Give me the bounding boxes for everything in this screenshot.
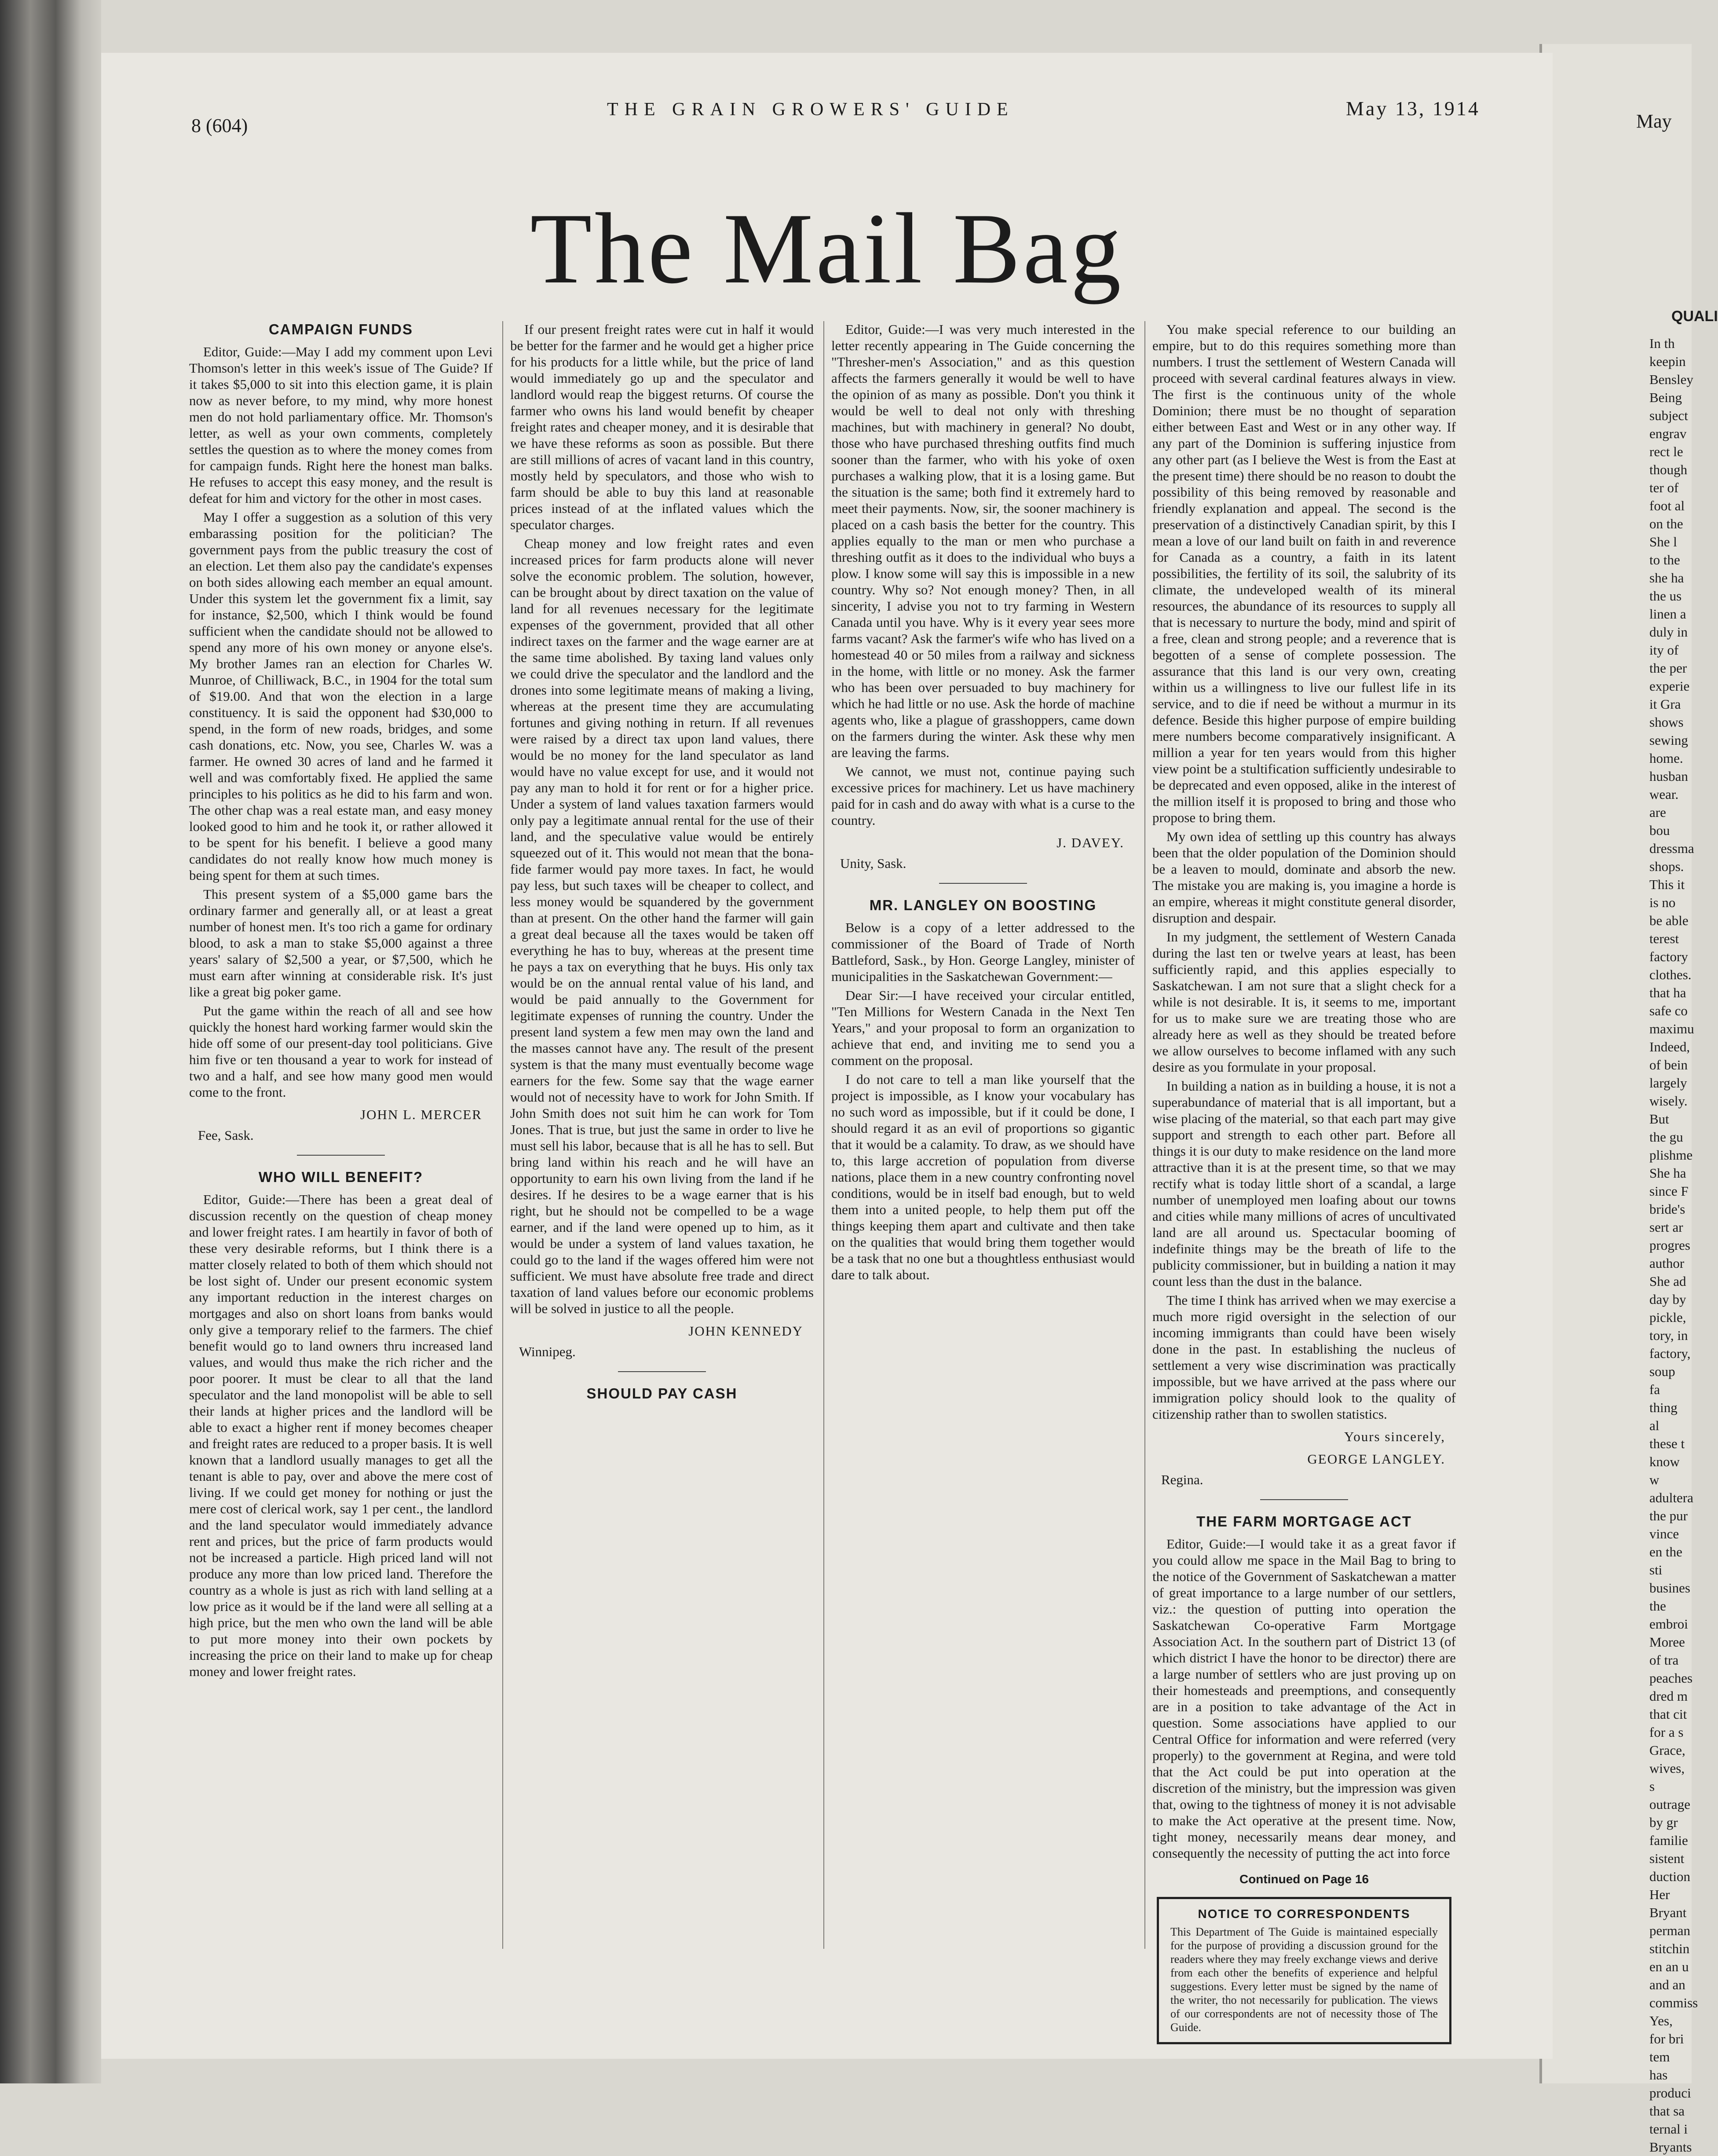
page-number: 8 (604)	[191, 115, 248, 136]
letter-place: Fee, Sask.	[198, 1127, 254, 1143]
letter-paragraph: Editor, Guide:—There has been a great deal of discussion recently on the question of cheap money and lower freight rates. I am heartily in favor of both of these very desirable reforms, but I think there is a matter closely related to both of them which should not be lost sight of. Under our present economic system any important reduction in the interest charges on mortgages and also on short loans from banks would only give a temporary relief to the farmers. The chief benefit would go to land owners thru increased land values, and would thus make the rich richer and the poor poorer. It must be clear to all that the land speculator and the land monopolist will be able to sell their lands at higher prices and the landlord will be able to exact a higher rent if money becomes cheaper and freight rates are reduced to a proper basis. It is well known that a landlord usually manages to get all the tenant is able to pay, over and above the mere cost of living. If we could get money for nothing or just the mere cost of clerical work, say 1 per cent., the landlord and the land speculator would immediately advance rent and prices, but the price of farm products would not be increased a particle. High priced land will not produce any more than low priced land. Therefore the country as a whole is just as rich with land selling at a low price as it would be if the land were all selling at a high price, but the men who own the land will be able to put more money into their own pockets by increasing the price on their land to make up for cheap money and lower freight rates.	[189, 1192, 493, 1679]
notice-text: This Department of The Guide is maintained especially for the purpose of providing a discussion ground for the readers where they may freely exchange views and derive from each other the benefits of experience and helpful suggestions. Every letter must be signed by the name of the writer, tho not necessarily for publication. The views of our correspondents are not of necessity those of The Guide.	[1170, 1925, 1438, 2034]
column-2	[510, 321, 814, 1408]
newspaper-page	[101, 53, 1553, 2059]
adjacent-page-heading: QUALI	[1671, 308, 1718, 325]
divider	[297, 1155, 385, 1156]
letter-paragraph: Editor, Guide:—I would take it as a great favor if you could allow me space in the Mail Bag to bring to the notice of the Government of Saskatchewan a matter of great importance to a large number of our settlers, viz.: the question of putting into operation the Saskatchewan Co-operative Farm Mortgage Association Act. In the southern part of District 13 (of which district I have the honor to be director) there are a large number of settlers who are just proving up on their homesteads and preemptions, and consequently are in a position to take advantage of the Act in question. Some associations have applied to our Central Office for information and were referred (very properly) to the government at Regina, and were told that the Act could be put into operation at the discretion of the ministry, but the impression was given that, owing to the tightness of money it is not advisable to make the Act operative at the present time. Now, tight money, necessarily means dear money, and consequently the necessity of putting the act into force	[1152, 1536, 1456, 1861]
letter-place: Unity, Sask.	[840, 856, 907, 871]
letter-paragraph: I do not care to tell a man like yourself that the project is impossible, as I know your vocabulary has no such word as impossible, but if it could be done, I should regard it as an evil of proportions so gigantic that it would be a calamity. To draw, as we should have to, this large accretion of population from diverse nations, place them in a new country confronting novel conditions, would be in itself bad enough, but to weld them into a united people, to help them put off the things keeping them apart and cultivate and then take on the qualities that would bring them together would be a task that no one but a thoughtless enthusiast would dare to talk about.	[831, 1072, 1135, 1282]
column-1	[189, 321, 493, 1682]
divider	[939, 883, 1027, 884]
letter-paragraph: We cannot, we must not, continue paying such excessive prices for machinery. Let us have machinery paid for in cash and do away with what is a curse to the country.	[831, 764, 1135, 828]
column-4	[1152, 321, 1456, 2044]
continued-notice: Continued on Page 16	[1239, 1872, 1369, 1886]
letter-paragraph: Below is a copy of a letter addressed to the commissioner of the Board of Trade of North Battleford, Sask., by Hon. George Langley, minister of municipalities in the Saskatchewan Government:—	[831, 920, 1135, 984]
letter-signature: J. DAVEY.	[1056, 835, 1124, 850]
letter-heading: SHOULD PAY CASH	[586, 1385, 738, 1402]
letter-paragraph: Cheap money and low freight rates and even increased prices for farm products alone will never solve the economic problem. The solution, however, can be brought about by direct taxation on the value of land for all revenues necessary for the legitimate expenses of the government, provided that all other indirect taxes on the farmer and the wage earner are at the same time abolished. By taxing land values only we could drive the speculator and the landlord and the drones into some legitimate means of making a living, whereas at the present time they are accumulating fortunes and giving nothing in return. If all revenues were raised by a direct tax upon land values, there would be no money for the land speculator as land would have no value except for use, and it would not pay any man to hold it for rent or for a higher price. Under a system of land values taxation farmers would only pay a legitimate annual rental for the use of their land, and the speculative value would be entirely squeezed out of it. This would not mean that the bona-fide farmer would pay more taxes. In fact, he would pay less, but such taxes will be cheaper to collect, and less money would be squandered by the government than at present. On the other hand the farmer will gain a great deal because all the taxes would be taken off everything he has to buy, whereas at the present time he pays a tax on everything that he buys. His only tax would be on the annual rental value of his land, and would be paid annually to the Government for legitimate expenses of running the country. Under the present land system a few men may own the land and the masses cannot have any. The result of the present system is that the many must eventually become wage earners for the few. Some say that the wage earner would not of necessity have to work for John Smith. If John Smith does not suit him he can work for Tom Jones. That is true, but just the same in order to live he must sell his labor, because that is all he has to sell. But bring land within his reach and he will have an opportunity to earn his own living from the land if he desires. If he desires to be a wage earner that is his right, but he should not be compelled to be a wage earner, and if the land were opened up to him, as it would be under a system of land values taxation, he could go to the land if the wages offered him were not sufficient. We must have absolute free trade and direct taxation of land values before our economic problems will be solved in justice to all the people.	[510, 536, 814, 1316]
letter-paragraph: Editor, Guide:—I was very much interested in the letter recently appearing in The Guide concerning the "Thresher-men's Association," and as this question affects the farmers generally it would be well to have the opinion of as many as possible. Don't you think it would be well to deal not only with threshing machines, but with machinery in general? No doubt, those who have purchased threshing outfits find much sooner than the farmer, who with his yoke of oxen purchases a walking plow, that it is a losing game. But the situation is the same; both find it extremely hard to meet their payments. Now, sir, the sooner machinery is placed on a cash basis the better for the country. This applies equally to the man or men who purchase a threshing outfit as it does to the individual who buys a plow. I know some will say this is impossible in a new country. Why so? Not enough money? Then, in all sincerity, I advise you not to try farming in Western Canada until you have. Why is it every year sees more farms vacant? Ask the farmer's wife who has lived on a homestead 40 or 50 miles from a railway and sickness in the home, with little or no money. Ask the farmer who has been over persuaded to buy machinery for which he had little or no use. Ask the horde of machine agents who, like a plague of grasshoppers, came down on the farmers during the winter. Ask these why men are leaving the farms.	[831, 322, 1135, 760]
column-rule	[502, 321, 503, 1949]
issue-date: May 13, 1914	[1346, 97, 1480, 120]
letter-paragraph: Editor, Guide:—May I add my comment upon Levi Thomson's letter in this week's issue of The Guide? If it takes $5,000 to sit into this election game, it is plain now as never before, to my mind, why more honest men do not hold parliamentary office. Mr. Thomson's letter, as well as your own comments, completely settles the question as to where the money comes from for campaign funds. Right here the honest man balks. He refuses to accept this easy money, and the result is defeat for him and victory for the other in most cases.	[189, 344, 493, 506]
divider	[618, 1371, 706, 1372]
column-rule	[823, 321, 824, 1949]
notice-title: NOTICE TO CORRESPONDENTS	[1198, 1907, 1411, 1921]
divider	[1260, 1499, 1348, 1500]
book-binding	[0, 0, 101, 2083]
letter-paragraph: May I offer a suggestion as a solution of this very embarassing position for the politician? The government pays from the public treasury the cost of an election. Let them also pay the candidate's expenses on both sides allowing each member an equal amount. Under this system let the government fix a limit, say for instance, $2,500, which I think would be found sufficient when the candidate should not be allowed to spend any more of his own money or anyone else's. My brother James ran an election for Charles W. Munroe, of Chilliwack, B.C., in 1904 for the total sum of $19.00. And that won the election in a large constituency. It is said the opponent had $30,000 to spend, in the form of new roads, bridges, and some cash donations, etc. Now, you see, Charles W. was a farmer. He owned 30 acres of land and he farmed it well and was comfortably fixed. He applied the same principles to his politics as he did to his farm and won. The other chap was a real estate man, and easy money looked good to him and he took it, or rather allowed it to be spent for his benefit. I believe a good many candidates do not really know how much money is being spent for them at such times.	[189, 509, 493, 883]
adjacent-page-text: In th keepin Bensley Being subject engrav rect le though ter of foot al on the She l to the she ha the us linen a duly in ity of the per experie it Gra shows sewing home. husban wear. are bou dressma shops. This it is no be able terest factory clothes. that ha safe co maximu Indeed, of bein largely wisely. But the gu plishme She ha since F bride's sert ar progres author She ad day by pickle, tory, in factory, soup fa thing al these t know w adultera the pur vince en the sti busines the embroi Moree of tra peaches dred m that cit for a s Grace, wives, s outrage by gr familie sistent duction Her Bryant perman stitchin en an u and an commiss Yes, for bri tem has produci that sa ternal i Bryants	[1649, 336, 1698, 2155]
letter-signature: JOHN L. MERCER	[360, 1107, 482, 1122]
letter-signature: GEORGE LANGLEY.	[1307, 1451, 1445, 1467]
letter-heading: WHO WILL BENEFIT?	[258, 1169, 424, 1185]
letter-place: Winnipeg.	[519, 1344, 576, 1359]
letter-paragraph: The time I think has arrived when we may exercise a much more rigid oversight in the selection of our incoming immigrants than could have been wisely done in the past. In establishing the nucleus of settlement a very wise discrimination was practically impossible, but we have arrived at the pass where our immigration policy should look to the quality of citizenship rather than to swollen statistics.	[1152, 1292, 1456, 1422]
letter-paragraph: In my judgment, the settlement of Western Canada during the last ten or twelve years at least, has been sufficiently rapid, and this applies especially to Saskatchewan. I am not sure that a slight check for a while is not desirable. It is, it seems to me, important for us to make sure we are treating those who are already here as well as they should be treated before we allow ourselves to become inflamed with any such desire as you formulate in your proposal.	[1152, 929, 1456, 1075]
column-rule	[1144, 321, 1145, 1949]
letter-heading: THE FARM MORTGAGE ACT	[1196, 1513, 1412, 1530]
column-3	[831, 321, 1135, 1285]
letter-paragraph: If our present freight rates were cut in half it would be better for the farmer and he would get a higher price for his products for a little while, but the price of land would immediately go up and the speculator and landlord would reap the biggest returns. Of course the farmer who owns his land would benefit by cheaper freight rates and cheaper money, and it is desirable that we have these reforms as soon as possible. But there are still millions of acres of vacant land in this country, mostly held by speculators, and those who wish to farm should be able to buy this land at reasonable prices instead of at the inflated values which the speculator charges.	[510, 322, 814, 532]
letter-place: Regina.	[1161, 1472, 1203, 1487]
letter-heading: CAMPAIGN FUNDS	[268, 321, 413, 337]
adjacent-page-date: May	[1636, 110, 1672, 132]
letter-heading: MR. LANGLEY ON BOOSTING	[869, 897, 1097, 913]
publication-title: THE GRAIN GROWERS' GUIDE	[607, 99, 1014, 120]
letter-paragraph: In building a nation as in building a house, it is not a superabundance of material that is all important, but a wise placing of the material, so that each part may give support and strength to each other part. Before all things it is our duty to make residence on the land more attractive than it is at the present time, so that we may rectify what is today little short of a scandal, a large number of unemployed men loafing about our towns and cities while many millions of acres of uncultivated land are all around us. Spectacular booming of indefinite things may be the breath of life to the publicity commissioner, but in building a nation it may count less than the dust in the balance.	[1152, 1078, 1456, 1289]
notice-box	[1157, 1897, 1451, 2044]
letter-signature: JOHN KENNEDY	[688, 1323, 803, 1339]
letter-paragraph: My own idea of settling up this country has always been that the older population of the Dominion should be a leaven to mould, dominate and absorb the new. The mistake you are making is, you imagine a horde is an empire, whereas it might constitute general disorder, disruption and despair.	[1152, 829, 1456, 926]
letter-paragraph: This present system of a $5,000 game bars the ordinary farmer and generally all, or at least a great number of honest men. It's too rich a game for ordinary blood, to ask a man to stake $5,000 against a three years' salary of $2,500 a year, or $7,500, which he must earn after winning at considerable risk. It's just like a great big poker game.	[189, 886, 493, 999]
letter-paragraph: Dear Sir:—I have received your circular entitled, "Ten Millions for Western Canada in the Next Ten Years," and your proposal to form an organization to achieve that end, and inviting me to send you a comment on the proposal.	[831, 988, 1135, 1068]
masthead-title: The Mail Bag	[530, 192, 1124, 304]
letter-paragraph: Put the game within the reach of all and see how quickly the honest hard working farmer would skin the hide off some of our present-day tool politicians. Give him five or ten thousand a year to work for instead of two and a half, and see how many good men would come to the front.	[189, 1003, 493, 1100]
letter-paragraph: You make special reference to our building an empire, but to do this requires something more than numbers. I trust the settlement of Western Canada will proceed with several cardinal features always in view. The first is the continuous unity of the whole Dominion; there must be no thought of separation either between East and West or in any other way. If any part of the Dominion is suffering injustice from any other part (as I believe the West is from the East at the present time) there should be no reason to doubt the possibility of this being removed by reasonable and friendly explanation and appeal. The second is the preservation of a distinctively Canadian spirit, by this I mean a love of our land built on faith in and reverence for Canada as a country, a faith in its latent possibilities, the fertility of its soil, the salubrity of its climate, the undeveloped wealth of its mineral resources, the abundance of its resources to supply all that is necessary to nurture the body, mind and spirit of a free, clean and strong people; and a reverence that is begotten of a sense of complete possession. The assurance that this land is our very own, creating within us a willingness to live our fullest life in its service, and to die if need be without a murmur in its defence. Beside this higher purpose of empire building mere numbers become comparatively insignificant. A million a year for ten years would from this higher view point be a stultification sufficiently undesirable to be deprecated and even opposed, alike in the interest of the million itself it is proposed to bring and those who propose to bring them.	[1152, 322, 1456, 825]
letter-closing: Yours sincerely,	[1344, 1429, 1445, 1444]
